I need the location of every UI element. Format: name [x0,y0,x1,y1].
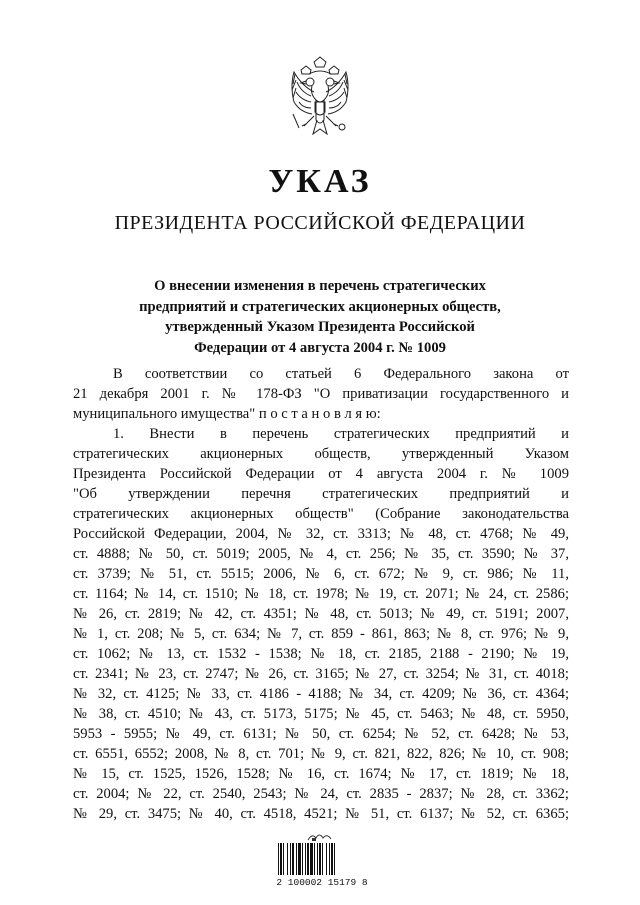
body-line: № 29, ст. 3475; № 40, ст. 4518, 4521; № 51, ст. 6137; № 52, ст. 6365; [73,806,569,822]
body-line: Российской Федерации, 2004, № 32, ст. 3313; № 48, ст. 4768; № 49, [73,526,569,542]
decree-subject [120,276,520,358]
body-line: стратегических акционерных обществ, утвержденный Указом [73,446,569,462]
body-line: стратегических акционерных обществ" (Собрание законодательства [73,506,569,522]
body-line: ст. 1164; № 14, ст. 1510; № 18, ст. 1978; № 19, ст. 2071; № 24, ст. 2586; [73,586,569,602]
body-line: 21 декабря 2001 г. № 178-ФЗ "О приватизации государственного и [73,386,569,402]
body-line: ст. 3739; № 51, ст. 5515; 2006, № 6, ст. 672; № 9, ст. 986; № 11, [73,566,569,582]
subject-line: О внесении изменения в перечень стратегических [154,278,486,294]
body-line: "Об утверждении перечня стратегических предприятий и [73,486,569,502]
body-line: № 1, ст. 208; № 5, ст. 634; № 7, ст. 859 - 861, 863; № 8, ст. 976; № 9, [73,626,569,642]
printer-mark-icon [302,832,338,842]
barcode-icon [277,843,367,875]
body-line: № 38, ст. 4510; № 43, ст. 5173, 5175; № 45, ст. 5463; № 48, ст. 5950, [73,706,569,722]
body-line: муниципального имущества" п о с т а н о в л я ю: [73,406,381,422]
subject-line: предприятий и стратегических акционерных обществ, [139,298,501,315]
body-line: № 32, ст. 4125; № 33, ст. 4186 - 4188; № 34, ст. 4209; № 36, ст. 4364; [73,686,569,702]
body-line: ст. 6551, 6552; 2008, № 8, ст. 701; № 9, ст. 821, 822, 826; № 10, ст. 908; [73,746,569,762]
body-line: 1. Внести в перечень стратегических предприятий и [113,426,569,442]
body-line: ст. 1062; № 13, ст. 1532 - 1538; № 18, ст. 2185, 2188 - 2190; № 19, [73,646,569,662]
subject-line: Федерации от 4 августа 2004 г. № 1009 [194,339,446,356]
body-line: Президента Российской Федерации от 4 августа 2004 г. № 1009 [73,466,569,482]
russian-coat-of-arms-icon [281,56,359,150]
document-subtitle: ПРЕЗИДЕНТА РОССИЙСКОЙ ФЕДЕРАЦИИ [114,212,526,234]
decree-body [73,364,569,824]
document-title: УКАЗ [268,163,372,200]
body-line: ст. 4888; № 50, ст. 5019; 2005, № 4, ст. 256; № 35, ст. 3590; № 37, [73,546,569,562]
subject-line: утвержденный Указом Президента Российской [165,319,475,335]
body-line: № 26, ст. 2819; № 42, ст. 4351; № 48, ст. 5013; № 49, ст. 5191; 2007, [73,606,569,622]
barcode-number: 2 100002 15179 8 [276,877,368,888]
body-line: № 15, ст. 1525, 1526, 1528; № 16, ст. 1674; № 17, ст. 1819; № 18, [73,766,569,782]
body-line: ст. 2004; № 22, ст. 2540, 2543; № 24, ст. 2835 - 2837; № 28, ст. 3362; [73,786,569,802]
body-line: В соответствии со статьей 6 Федерального закона от [113,366,569,382]
body-line: ст. 2341; № 23, ст. 2747; № 26, ст. 3165; № 27, ст. 3254; № 31, ст. 4018; [73,666,569,682]
body-line: 5953 - 5955; № 49, ст. 6131; № 50, ст. 6254; № 52, ст. 6428; № 53, [73,726,569,742]
